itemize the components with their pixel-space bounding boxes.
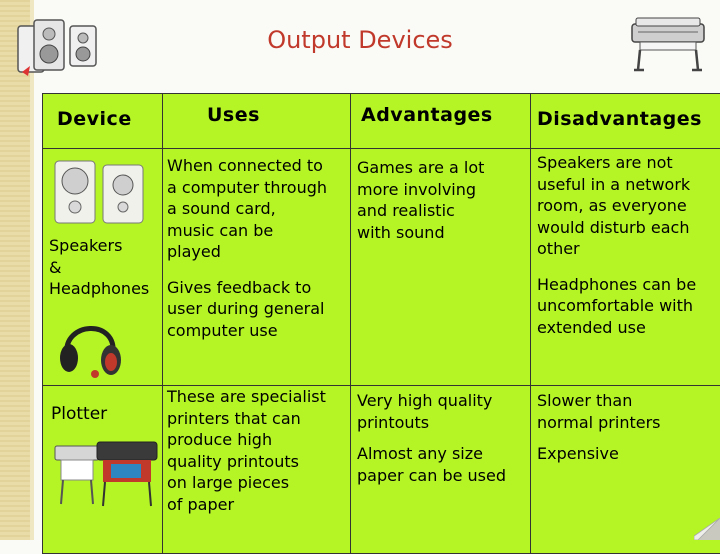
slide-title: Output Devices [0,26,720,54]
output-devices-table [42,93,720,554]
advantages-cell-plotter [351,386,531,554]
table-row [43,386,720,554]
left-decorative-bar [0,0,30,540]
headphones-image [55,312,125,380]
uses-cell-plotter [163,386,351,554]
header-advantages: Advantages [351,94,531,149]
header-device: Device [43,94,163,149]
uses-speakers-text: When connected to a computer through a sound card, music can be played [167,155,350,263]
advantages-plotter-text-2: Almost any size paper can be used [357,443,530,486]
device-cell-plotter [43,386,163,554]
disadvantages-plotter-text-2: Expensive [537,443,720,465]
disadvantages-plotter-text-1: Slower than normal printers [537,390,720,433]
table-header-row [43,94,720,149]
disadvantages-headphones-text: Headphones can be uncomfortable with extended use [537,274,720,339]
device-label-speakers: Speakers & Headphones [49,235,149,300]
plotter-image [51,440,163,510]
advantages-cell-speakers [351,149,531,386]
advantages-speakers-text: Games are a lot more involving and realistic with sound [357,157,530,243]
advantages-plotter-text-1: Very high quality printouts [357,390,530,433]
disadvantages-cell-speakers [531,149,720,386]
disadvantages-speakers-text: Speakers are not useful in a network room, as everyone would disturb each other [537,152,720,260]
device-cell-speakers [43,149,163,386]
header-disadvantages: Disadvantages [531,94,720,149]
uses-cell-speakers [163,149,351,386]
uses-headphones-text: Gives feedback to user during general computer use [167,277,350,342]
page-curl-icon [694,518,720,540]
disadvantages-cell-plotter [531,386,720,554]
device-label-plotter: Plotter [51,404,107,426]
header-uses: Uses [163,94,351,149]
speaker-pair-image [51,157,161,227]
uses-plotter-text: These are specialist printers that can produce high quality printouts on large pieces of paper [167,386,350,515]
table-row [43,149,720,386]
